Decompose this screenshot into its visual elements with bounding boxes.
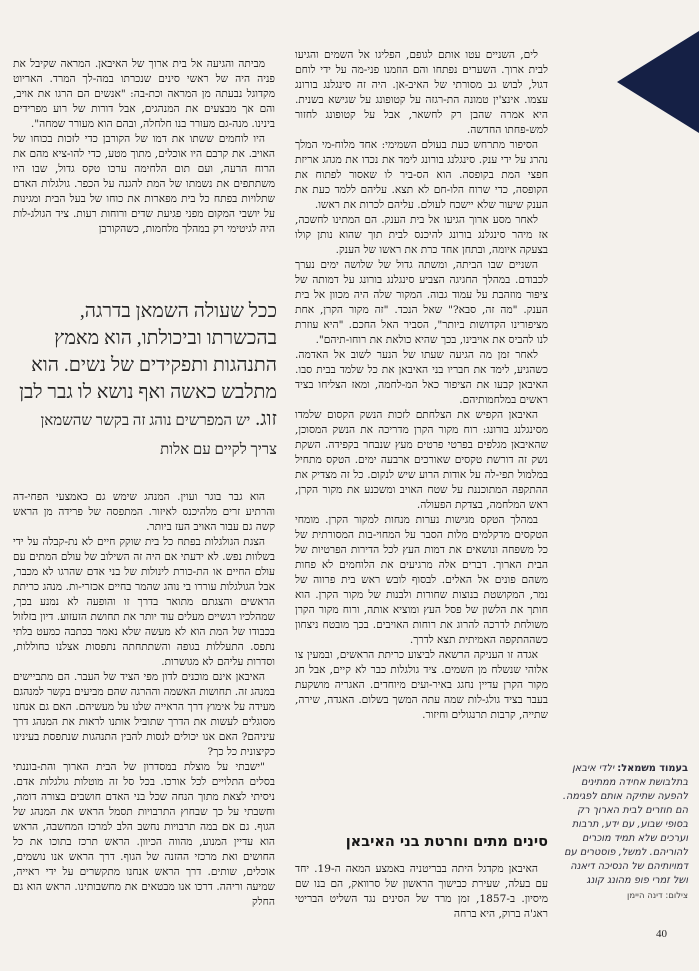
caption-lead: בעמוד משמאל: — [617, 763, 688, 774]
paragraph: אגדה זו העניקה הרשאה לביצוע כריתת הראשים, ובמעין צו אלוהי שנשלח מן השמים. ציד גולגלות כבר לא קיים, אבל חג מקור הקרן עדיין נחגג באיר-ועים מיוחדים. האגריה מושקעת בעבר בציד גולג-לות שמה עתה המשך בשלום. האגדה, שירה, שתייה, קרבות תרנגולים וחיזור. — [295, 649, 548, 721]
paragraph: הסיפור מתרחש כעת בעולם השמימי: אחד מלוח-מי המלך נהרג על ידי ענק. סינגלנג בורונג לימד את נכדו את מגהג אריזת חפצי המת בקופסה. הוא הס-ביר לו שאסור לפתוח את הקופסה, כדי שרוח הלו-חם לא תצא. עליהם ללמד כעת את הענק שיעור שלא יישכח לעולם. עליהם לכרות את ראשו. — [295, 139, 548, 211]
paragraph: לאחר מסע ארוך הגיעו אל בית הענק. הם המתינו לחשכה, אז מיהר סינגלנג בורונג להיכנס לבית תוך שהוא נותן קולו בצעקה איומה, ובתחן אחד כרת את ראשו של הענק. — [295, 214, 548, 256]
paragraph: במהלך הטקס מגישות נערות מנחות למקור הקרן. מומחי הטקסים מדקלמים מלות הסבר על המחוי-בות המסורתית של כל משפחה ונושאים את דמות העץ לכל הדירות הפרטיות של הבית הארוך. דברים אלה מרגיעים את הלוחמים לא פחות משהם פונים אל האלים. לבסוף לובש ראש בית פרווה של נמר, המקושטת בנוצות שחורות ולבנות של מקור הקרן. הוא חותך את הלשון של פסל העץ ומוציא אותה, ורוח מקור הקרן משולחת לדרכה להרוג את רוחות האויבים. בכך מובטח ניצחון כשההתקפה האמיתית תצא לדרך. — [295, 514, 548, 646]
pull-quote — [15, 298, 277, 463]
paragraph: הוא גבר בוגר ועוין. המנהג שימש גם כאמצעי הפחי-דה והרתיע זרים מלהיכנס לאיזור. המתפסה של פרידה מן הראש קשה גם עבור האויב העז ביותר. — [13, 491, 275, 533]
article-right-column — [295, 48, 548, 828]
paragraph: לים, השניים עטו אותם לגופם, הפליגו אל השמים והגיעו לבית ארוך. השערים נפתחו והם הוזמנו פני-מה על ידי לוחם דגול, לבוש גב מסורתי של האיב-אן. היה זה סינגלנג בורונג עצמו. אינצ'ין טמונה הת-רגזה על קטופונג על שגישא בשנית. היא אמרה שהבן רק לחשאר, אבל על קטופונג לחזור למש-פחתו החדשה. — [295, 49, 548, 136]
pull-quote-continuation: יש המפרשים נוהג זה בקשר שהשמאן צריך לקיים עם אלות — [40, 413, 277, 458]
paragraph: האיבאן הקפיש את הצלחתם לזכות הנשק הקסום שלמדו מסינגלנג בורונג: רוח מקור הקרן מדריכה את הנשק המסוכן, שהאיבאן מגלפים בפרטי פרטים מעץ שנבחר בקפידה. השקת נשק זה דורשת טקסים שאורכים ארבעה ימים. הטקס מתחיל במלמול תפי-לה על אודות הרוע שיש לנקום. כל זה מצדיק את ההתקפה המתוכננת על שטח האויב ומשכנע את מקור הקרן, ראש המלחמה, בצדקת הפעולה. — [295, 409, 548, 511]
paragraph: היו לוחמים ששתו את דמו של הקורבן כדי לזכות בכוחו של האויב. את קרבם היו אוכלים, מתוך מטע, כדי להו-ציא מהם את הרוח הרעה, ועם תום הלחימה ערכו טקס גדול, שבו היו משתתפים את נשמתו של המת להגנה על הכפר. גולגלות האדם שתלויות בפתח כל בית מפארות את כוחו של בעל הבית ומגינות על יושבי המקום מפני פגיעת שדים ורוחות רעות. ציד הגולג-לות היה לגיטימי רק במהלך מלחמות, כשהקורבן — [13, 133, 275, 235]
section-body — [295, 862, 548, 957]
page-number: 40 — [656, 928, 667, 940]
paragraph: "ישבתי על מוצלת במסדרון של הבית הארוך והת-בוננתי בסלים התלויים לכל אורכו. בכל סל זה מוטלות גולגלות אדם. ניסיתי לצאת מתוך הנחה שכל בני האדם חושבים בצורה דומה, וחשבתי על כך שבחוץ התרבויות תסמל הראש את המנהג של הגוף. גם אם במה תרבויות נחשב הלב למרכז המחשבה, הראש הוא עדיין המנוע, מהווה הכיוון. הראש תרכז בתוכו את כל החושים ואת מרכזי ההזנה של הגוף. דרך הראש אנו נושמים, אוכלים, שותים. דרך הראש אנחנו מתקשרים על ידי ראייה, שמיעה וריהה. דרכו אנו מבטאים את מחשבותינו. הראש הוא גם החלק — [13, 761, 275, 908]
navy-triangle-mark — [611, 31, 699, 133]
article-left-column-bottom — [13, 490, 275, 958]
paragraph: הצגת הגולגלות בפתח כל בית שוקק חיים לא נת-קבלה על ידי בשלוות נפש. לא ידעתי אם היה זה השילוב של עולם המתים עם עולם החיים או הת-כורת לינולות של בני אדם שהרגו לא מכבר, אבל הגולגלות עוררו בי נוהג שהמר בחיים אכזרי-ות. מנהג כריתת הראשים והצגתם מתואר בדרך זו והופעה לא נמנע בכך, שמהלכיו רגשיים מעלים עוד יותר את תחושת הזעזוע. דיון בזלזול בכבודו של המת הוא לא מעשה שלא נאמר בכתבה כמעט בלתי נתפס. התעללות בגופה והשתתחתה נתפסות אצלנו כחוללות, וסדרות עליהם לא מגושרות. — [13, 536, 275, 668]
article-left-column-top — [13, 57, 275, 292]
photo-credit: צילום: דינה היימן — [627, 891, 688, 901]
caption-text: ילדי איבאן בתלבושת אחידה ממתינים להפעה שתיקה אותם לפגימה. הם חוזרים לבית הארוך רק בסופי שבוע, עם ידע, תרבות וערכים שלא תמיד מוכרים להוריהם. למשל, פוסטרים עם דמויותיהם של הנסיכה דיאנה ושל זמרי פופ מהונג קונג — [562, 763, 688, 886]
paragraph: השניים שבו הביתה, ומשתה גדול של שלושה ימים נערך לכבודם. במהלך החגיגה הצביע סינגלנג בורונג על דמותה של ציפור מוזהבת על עמוד גבוה. המקור שלה היה מכוון אל בית הענק. "מה זה, סבא?" שאל הנכד. "זה מקור הקרן, אחת מציפורינו הקדושות ביותר", הסביר האל החכם. "היא עוזרת לנו להביס את אויבינו, בכך שהיא כולאת את רוחו-תיהם". — [295, 259, 548, 346]
section-heading: סינים מתים וחרטת בני האיבאן — [345, 834, 548, 850]
paragraph: האיבאן אינם מוכנים לדון מפי הציד של העבר. הם מתביישים במנהג זה. תחושות האשמה וההרגה שהם מביעים בקשר למנהגם מעידה על אימוץ דרך הראייה שלנו על מעשיהם. האם גם אנחנו מסוגלים לעשות את הדרך שתוביל אותנו לראות את המנהג דרך עיניהם? האם אנו יכולים לנסות להבין התנהגות שנתפסת בעינינו כקיצונית כל כך? — [13, 671, 275, 758]
paragraph: האיבאן מקדגל היתה בבריטניה באמצע המאה ה-19. יחד עם בעלה, שעירת כבישוך הראשון של סרוואק, הם בנו שם מיסיון. ב-1857, זמן מרד של הסינים נגד השליט הבריטי ראג'ה ברוק, היא ברחה — [295, 863, 548, 920]
pull-quote-main: ככל שעולה השמאן בדרגה, בהכשרתו וביכולתו, הוא מאמץ התנהגות ותפקידים של נשים. הוא מתלבש כאשה ואף נושא לו גבר לבן זוג. — [19, 301, 277, 430]
photo-caption — [556, 762, 688, 903]
paragraph: מביתה והגיעה אל בית ארוך של האיבאן. המראה שקיבל את פניה היה של ראשי סינים שנכרתו במה-לך המרד. האריוט מקדוגל נבעתה מן המראה וכת-בה: "אנשים הם הרגו את אויב, והם אך מבצעים את המנהגים, אבל דורות של רוע מפרידים בינינו. מנה-גם מעורר בנו חלחלה, ובהם הוא מעורר שמחה". — [13, 58, 275, 130]
paragraph: לאחר זמן מה הגיעה שעתו של הנער לשוב אל האדמה. כשהגיע, לימד את חבריו בני האיבאן את כל שלמד בבית סבו. האיבאן קבעו את הציפור כאל המ-לחמה, ומאז הצליחו בציד ראשים במלחמותיהם. — [295, 349, 548, 406]
